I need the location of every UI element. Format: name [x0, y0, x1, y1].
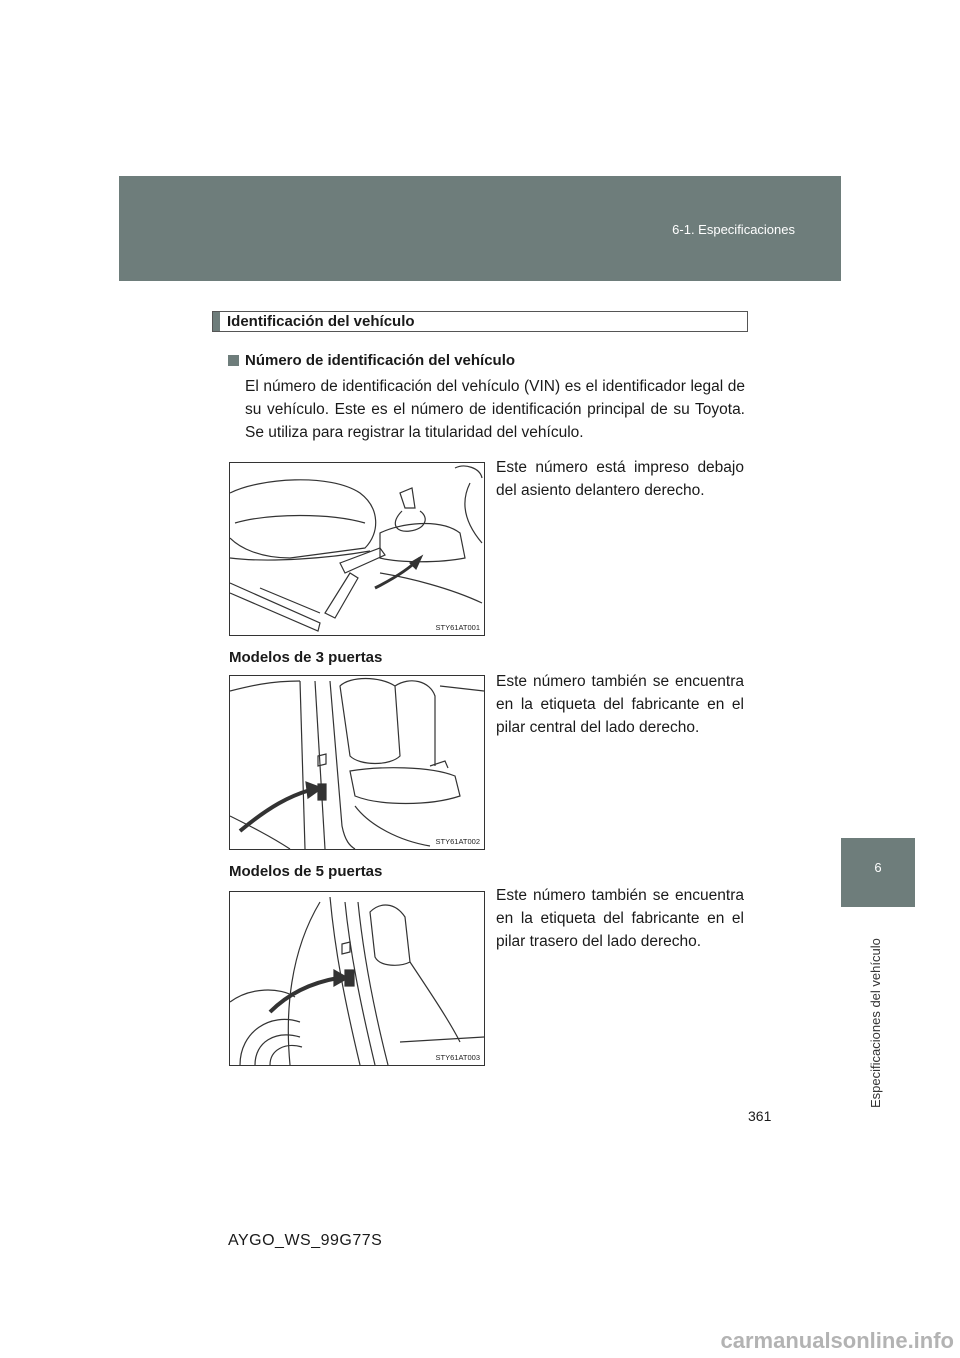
section-title: Identificación del vehículo	[227, 313, 415, 330]
rear-pillar-illustration-icon	[230, 892, 484, 1065]
watermark: carmanualsonline.info	[720, 1328, 954, 1353]
section-heading-bar	[213, 312, 220, 331]
figure-code: STY61AT003	[435, 1053, 480, 1062]
figure-description: Este número está impreso debajo del asiento delantero derecho.	[496, 459, 744, 499]
figure-under-seat	[229, 462, 485, 636]
figure-code: STY61AT002	[435, 837, 480, 846]
chapter-number: 6	[874, 860, 882, 875]
chapter-label: Especificaciones del vehículo	[868, 938, 883, 1108]
chapter-tab	[841, 838, 915, 907]
document-code: AYGO_WS_99G77S	[228, 1232, 383, 1249]
subsection-title: Número de identificación del vehículo	[245, 352, 516, 369]
figure-description: Este número también se encuentra en la etiqueta del fabricante en el pilar central del lado derecho.	[496, 673, 744, 736]
figure-rear-pillar	[229, 891, 485, 1066]
page-number: 361	[748, 1108, 772, 1124]
header-band	[119, 176, 841, 281]
intro-paragraph: El número de identificación del vehículo (VIN) es el identificador legal de su vehículo. Este es el número de identificación principal de su Toyota. Se utiliza para registrar la titularidad del vehículo.	[245, 378, 745, 441]
figure-center-pillar	[229, 675, 485, 850]
section-heading-box	[212, 311, 748, 332]
figure-code: STY61AT001	[435, 623, 480, 632]
model-label-5-doors: Modelos de 5 puertas	[229, 863, 383, 880]
center-pillar-illustration-icon	[230, 676, 484, 849]
figure-description: Este número también se encuentra en la etiqueta del fabricante en el pilar trasero del lado derecho.	[496, 887, 744, 950]
seat-illustration-icon	[230, 463, 484, 635]
subsection-heading	[228, 352, 515, 369]
square-bullet-icon	[228, 355, 239, 366]
header-section-title: 6-1. Especificaciones	[672, 222, 795, 237]
model-label-3-doors: Modelos de 3 puertas	[229, 649, 383, 666]
